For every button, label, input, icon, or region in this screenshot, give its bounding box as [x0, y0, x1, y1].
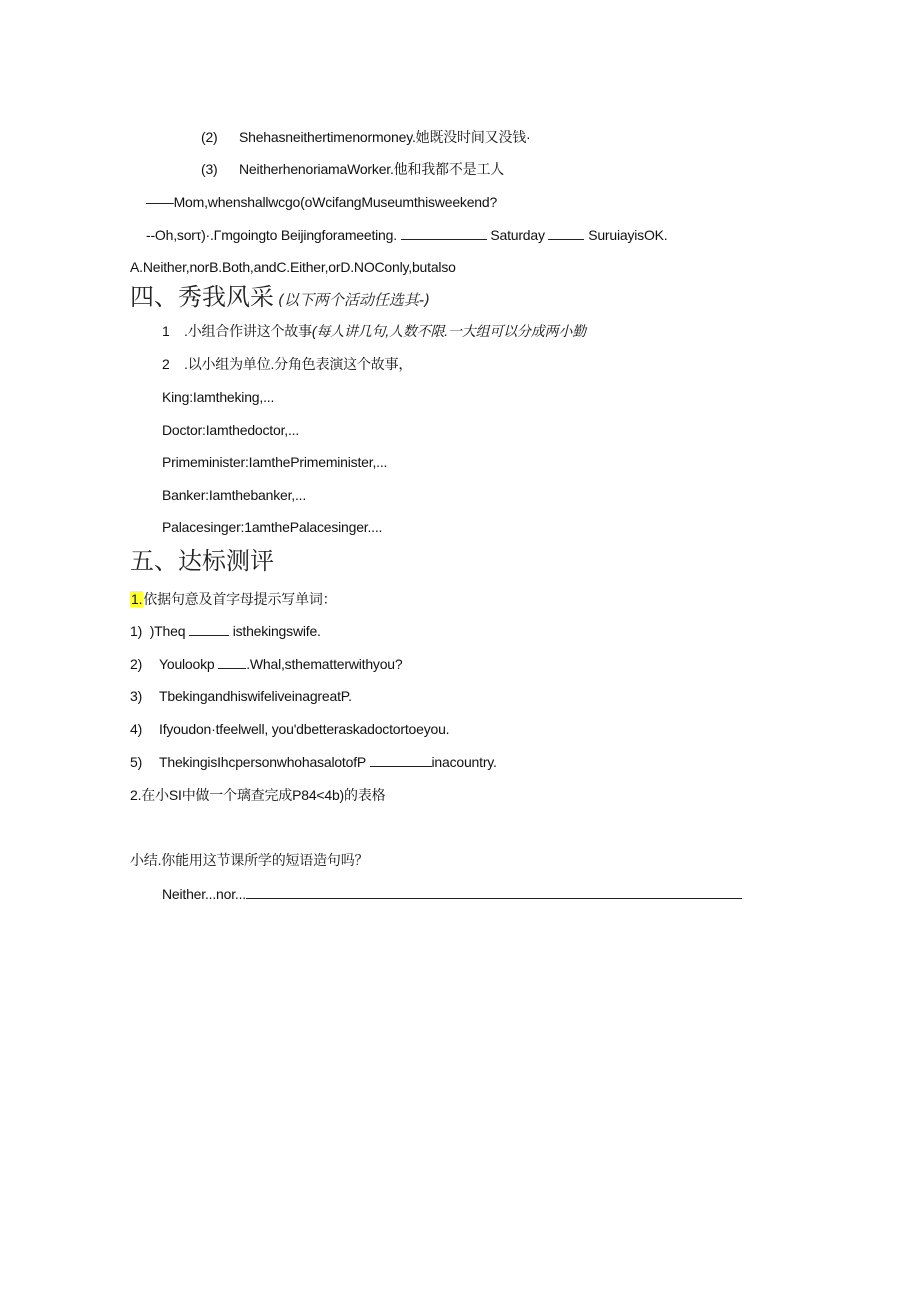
- dialog-line-1: ——Mom,whenshallwcgo(oWcifangMuseumthisweekend?: [146, 194, 498, 210]
- activity-item: [162, 322, 586, 340]
- answer-line[interactable]: [246, 886, 742, 899]
- summary-title: 小结.你能用这节课所学的短语造句吗？: [130, 852, 369, 868]
- role-line: Primeminister:IamthePrimeminister,...: [162, 454, 388, 470]
- activity-number: 2: [162, 356, 170, 372]
- question-text-a: Ifyoudon·tfeelwell, you'dbetteraskadoctortoeyou.: [159, 721, 450, 737]
- question-row: [130, 753, 497, 771]
- question-text-a: TbekingandhiswifeliveinagreatP.: [159, 688, 352, 704]
- section-5-heading: 五、达标测评: [130, 547, 274, 575]
- question-number: 3): [130, 688, 143, 704]
- question-row: [130, 687, 352, 705]
- activity-text: .以小组为单位.分角色表演这个故事，: [184, 356, 413, 372]
- example-sentence: [201, 160, 504, 178]
- example-number: (2): [201, 129, 218, 145]
- activity-text: .小组合作讲这个故事: [184, 323, 312, 339]
- activity-number: 1: [162, 323, 170, 339]
- answer-blank[interactable]: [189, 623, 229, 636]
- activity-item: [162, 355, 412, 373]
- task-2: 2.在小SI中做一个璃查完成P84<4b)的表格: [130, 787, 386, 803]
- example-sentence: [201, 128, 531, 146]
- summary-prompt-text: Neither...nor...: [162, 886, 246, 902]
- task-1-number: 1.: [131, 591, 143, 607]
- role-line: Doctor:Iamthedoctor,...: [162, 422, 300, 438]
- activity-note: (每人讲几句,人数不限.一大组可以分成两小勤: [311, 323, 586, 339]
- task-1-instruction: 依据句意及首字母提示写单词：: [143, 591, 337, 607]
- section-4-note: (以下两个活动任选其-): [278, 291, 431, 309]
- section-4-heading: [130, 283, 430, 314]
- question-row: [130, 720, 449, 738]
- answer-blank[interactable]: [370, 754, 432, 767]
- role-line: King:Iamtheking,...: [162, 389, 275, 405]
- question-row: [130, 655, 402, 673]
- answer-blank[interactable]: [218, 656, 246, 669]
- question-text-b: .Whal,sthematterwithyou?: [246, 656, 403, 672]
- example-text: NeitherhenoriamaWorker.他和我都不是工人: [239, 161, 505, 177]
- role-line: Palacesinger:1amthePalacesinger....: [162, 519, 383, 535]
- answer-blank[interactable]: [401, 227, 487, 240]
- question-text-a: )Theq: [149, 623, 186, 639]
- summary-prompt: [162, 885, 742, 903]
- role-line: Banker:Iamthebanker,...: [162, 487, 307, 503]
- answer-blank[interactable]: [548, 227, 584, 240]
- question-number: 1): [130, 623, 143, 639]
- question-number: 5): [130, 754, 143, 770]
- question-number: 4): [130, 721, 143, 737]
- question-text-b: inacountry.: [431, 754, 497, 770]
- question-text-b: isthekingswife.: [232, 623, 321, 639]
- example-number: (3): [201, 161, 218, 177]
- dialog-line-2-start: --Oh,sorτ)·.Γmgoingto Beijingforameeting.: [146, 227, 397, 243]
- dialog-line-2-end: SuruiayisOK.: [588, 227, 668, 243]
- example-text: Shehasneithertimenormoney.她既没时间又没钱·: [239, 129, 531, 145]
- question-text-a: Youlookp: [159, 656, 215, 672]
- question-number: 2): [130, 656, 143, 672]
- dialog-line-2-middle: Saturday: [490, 227, 545, 243]
- answer-options: A.Neither,norB.Both,andC.Either,orD.NOConly,butalso: [130, 259, 456, 275]
- question-row: [130, 622, 321, 640]
- question-text-a: ThekingisIhcpersonwhohasalotofP: [159, 754, 366, 770]
- section-4-title: 四、秀我风采: [130, 283, 274, 311]
- task-1: [130, 590, 336, 608]
- dialog-line-2: [146, 226, 667, 244]
